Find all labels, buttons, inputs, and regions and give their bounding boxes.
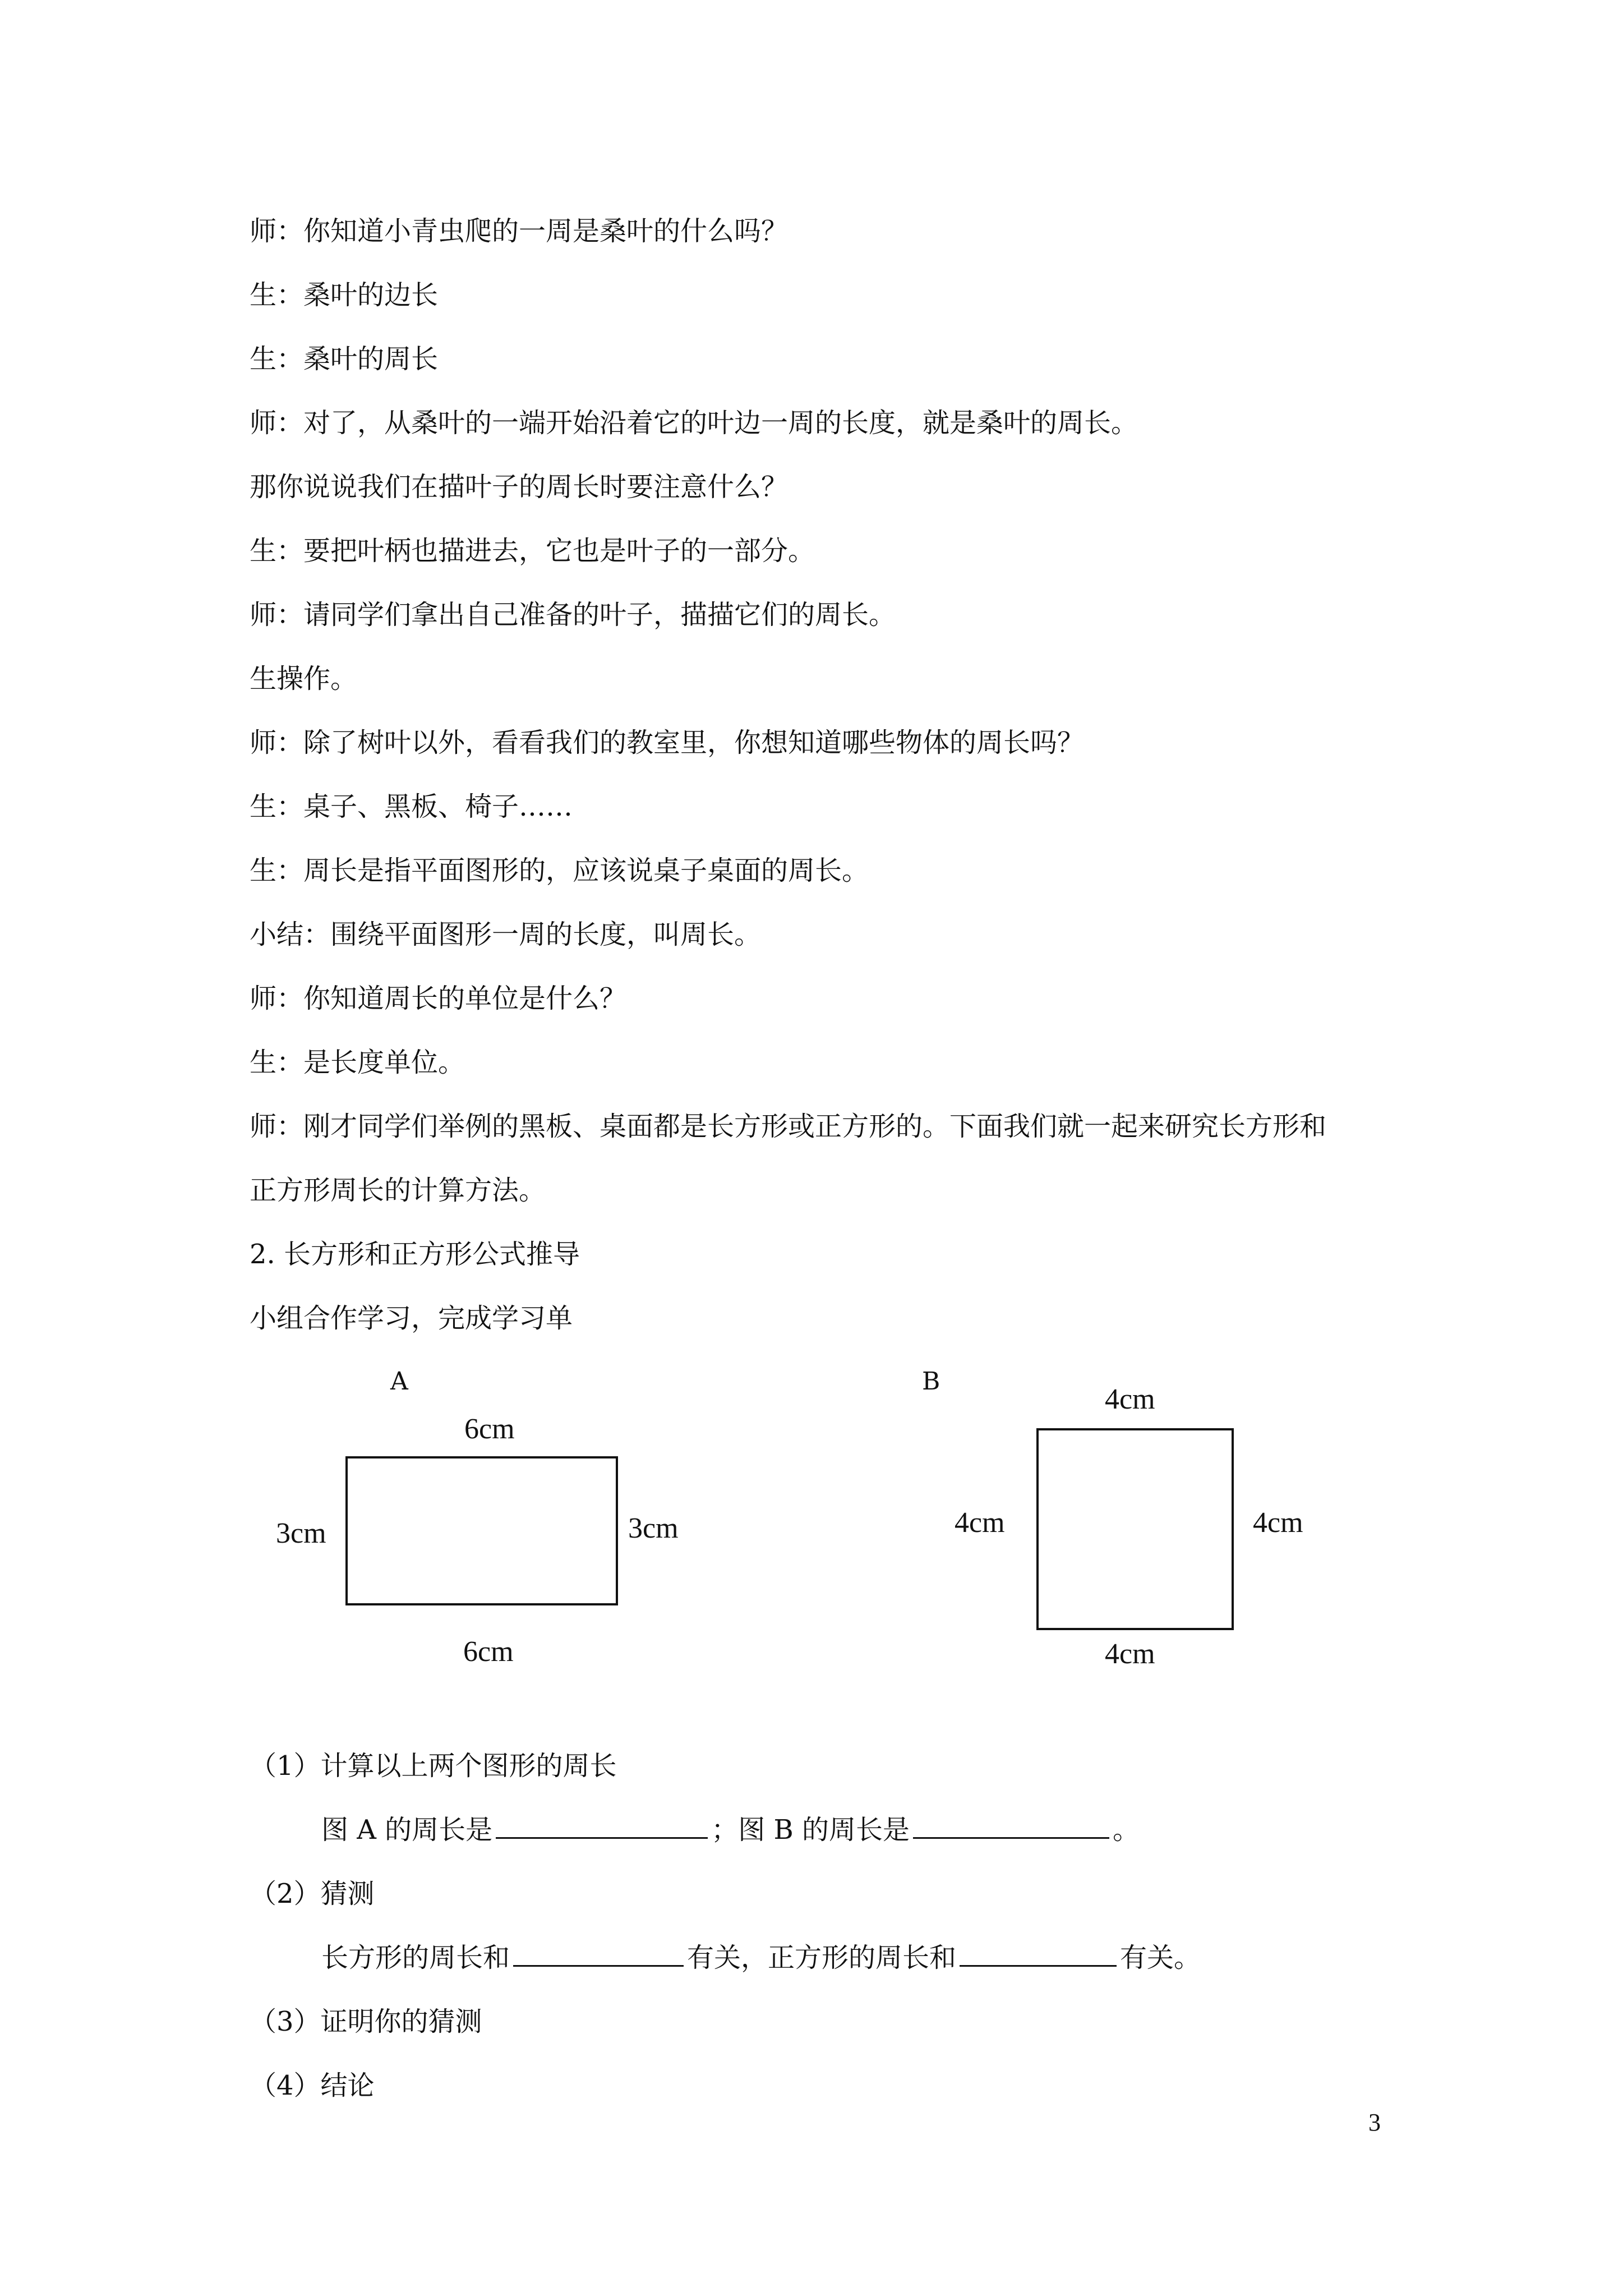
dialogue-line-student-plane-figure: 生：周长是指平面图形的，应该说桌子桌面的周长。 [250, 855, 869, 886]
figure-b-left-side: 4cm [955, 1507, 1005, 1539]
dialogue-line-student-edge: 生：桑叶的边长 [250, 279, 439, 311]
dialogue-line-teacher-definition: 师：对了，从桑叶的一端开始沿着它的叶边一周的长度，就是桑叶的周长。 [250, 407, 1138, 439]
dialogue-line-student-unit: 生：是长度单位。 [250, 1047, 465, 1078]
figure-a-perimeter-prompt: 图 A 的周长是 [321, 1814, 493, 1846]
question-4-heading: （4）结论 [250, 2070, 375, 2101]
page-number: 3 [1368, 2109, 1381, 2136]
figure-a-label: A [390, 1367, 408, 1396]
question-1-answer-line [321, 1812, 1140, 1848]
dialogue-line-teacher-transition: 师：刚才同学们举例的黑板、桌面都是长方形或正方形的。下面我们就一起来研究长方形和 [250, 1111, 1327, 1142]
question-2-heading: （2）猜测 [250, 1878, 375, 1910]
square-perimeter-prompt: 有关，正方形的周长和 [687, 1942, 957, 1973]
figure-b-top-side: 4cm [1105, 1383, 1155, 1415]
figure-b-perimeter-answer-blank[interactable] [913, 1812, 1109, 1839]
dialogue-line-teacher-trace: 师：请同学们拿出自己准备的叶子，描描它们的周长。 [250, 599, 896, 631]
dialogue-line-teacher-question: 师：你知道小青虫爬的一周是桑叶的什么吗？ [250, 215, 789, 247]
question-2-answer-line [321, 1940, 1201, 1976]
rectangle-perimeter-prompt: 长方形的周长和 [321, 1942, 510, 1973]
figure-a-rectangle [345, 1456, 618, 1605]
square-perimeter-factor-blank[interactable] [960, 1940, 1117, 1967]
figure-a-left-width: 3cm [276, 1517, 326, 1549]
figure-a-top-length: 6cm [464, 1413, 515, 1445]
figure-a-bottom-length: 6cm [463, 1636, 514, 1668]
figure-a-perimeter-answer-blank[interactable] [496, 1812, 708, 1839]
figure-b-right-side: 4cm [1253, 1507, 1303, 1539]
question-2-end-text: 有关。 [1120, 1942, 1201, 1973]
dialogue-line-student-stem: 生：要把叶柄也描进去，它也是叶子的一部分。 [250, 535, 815, 567]
summary-line: 小结：围绕平面图形一周的长度，叫周长。 [250, 919, 762, 950]
group-learning-instruction: 小组合作学习，完成学习单 [250, 1303, 573, 1334]
figure-b-perimeter-prompt: ；图 B 的周长是 [711, 1814, 910, 1846]
figure-b-label: B [922, 1367, 940, 1396]
dialogue-line-student-perimeter: 生：桑叶的周长 [250, 343, 439, 375]
dialogue-line-continuation: 正方形周长的计算方法。 [250, 1175, 546, 1206]
dialogue-line-teacher-followup: 那你说说我们在描叶子的周长时要注意什么？ [250, 471, 789, 503]
figure-b-bottom-side: 4cm [1105, 1638, 1155, 1670]
section-heading-formula-derivation: 2. 长方形和正方形公式推导 [250, 1239, 580, 1270]
question-3-heading: （3）证明你的猜测 [250, 2006, 482, 2037]
question-1-end-mark: 。 [1112, 1814, 1140, 1846]
activity-line-student-operation: 生操作。 [250, 663, 358, 694]
figure-b-square [1036, 1428, 1234, 1630]
question-1-heading: （1）计算以上两个图形的周长 [250, 1750, 617, 1782]
dialogue-line-teacher-classroom: 师：除了树叶以外，看看我们的教室里，你想知道哪些物体的周长吗？ [250, 727, 1085, 758]
figure-a-right-width: 3cm [628, 1512, 679, 1544]
rectangle-perimeter-factor-blank[interactable] [513, 1940, 684, 1967]
dialogue-line-student-objects: 生：桌子、黑板、椅子…… [250, 791, 573, 822]
dialogue-line-teacher-unit: 师：你知道周长的单位是什么？ [250, 983, 627, 1014]
